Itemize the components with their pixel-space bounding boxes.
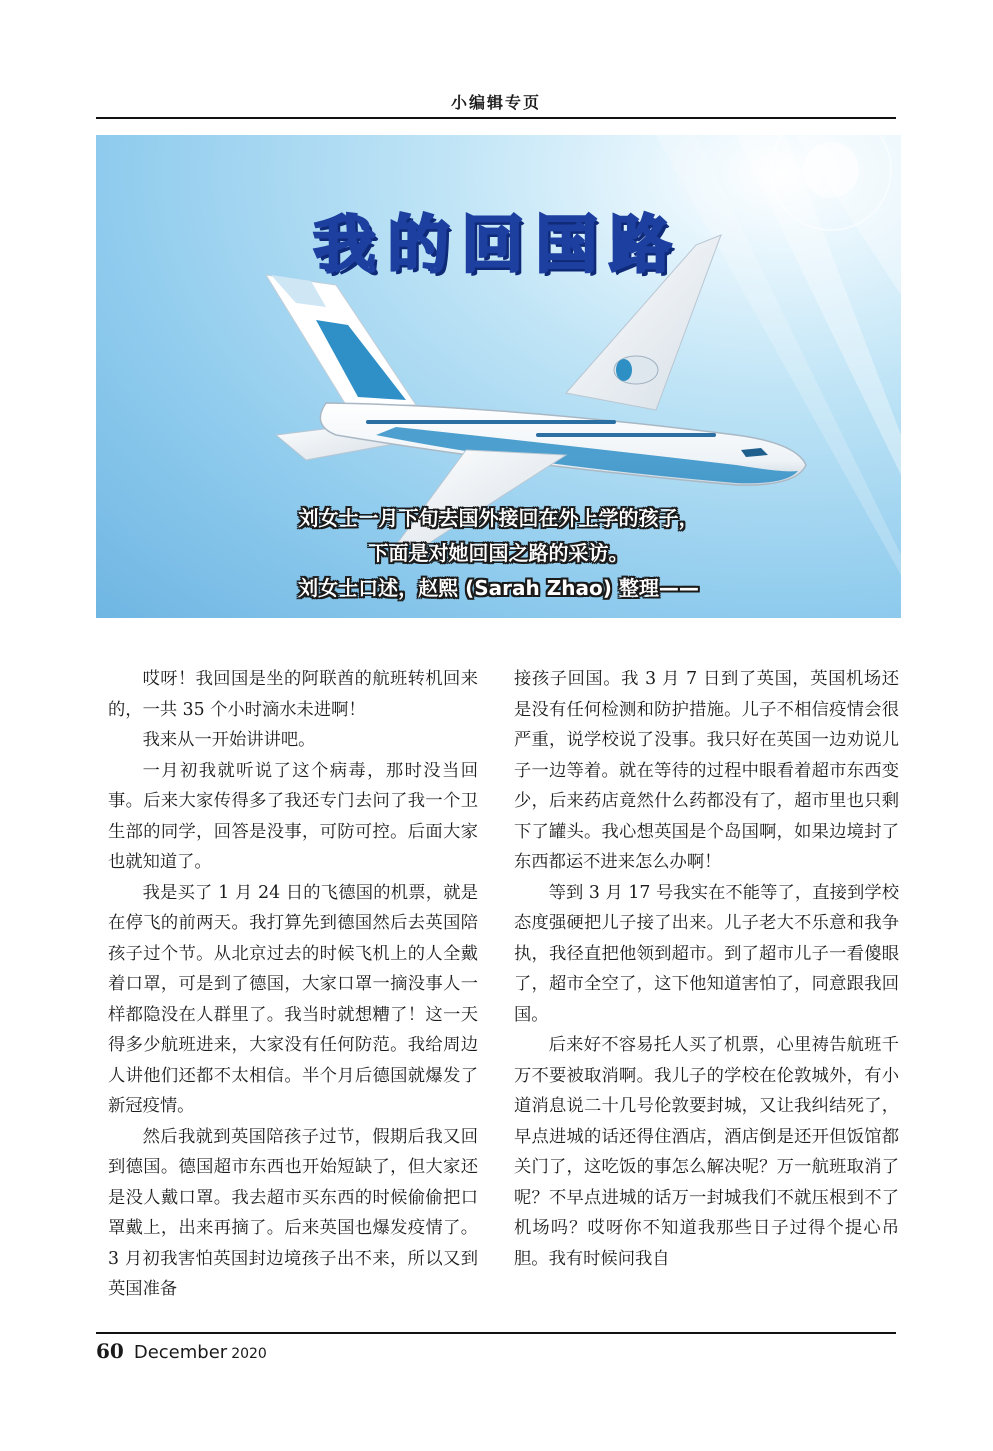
article-left-column <box>108 664 478 1305</box>
paragraph: 然后我就到英国陪孩子过节，假期后我又回到德国。德国超市东西也开始短缺了，但大家还是没人戴口罩。我去超市买东西的时候偷偷把口罩戴上，出来再摘了。后来英国也爆发疫情了。3 月初我害怕英国封边境孩子出不来，所以又到英国准备 <box>108 1126 478 1299</box>
paragraph: 我来从一开始讲讲吧。 <box>142 730 316 750</box>
paragraph: 哎呀！我回国是坐的阿联酋的航班转机回来的，一共 35 个小时滴水未进啊！ <box>108 669 478 720</box>
page-number: 60 <box>96 1339 124 1363</box>
page-footer <box>96 1336 267 1366</box>
banner-illustration <box>96 135 901 618</box>
paragraph: 等到 3 月 17 号我实在不能等了，直接到学校态度强硬把儿子接了出来。儿子老大不乐意和我争执，我径直把他领到超市。到了超市儿子一看傻眼了，超市全空了，这下他知道害怕了，同意跟我回国。 <box>514 882 899 1025</box>
subtitle-line: 刘女士一月下旬去国外接回在外上学的孩子， <box>298 506 699 530</box>
paragraph: 我是买了 1 月 24 日的飞德国的机票，就是在停飞的前两天。我打算先到德国然后去英国陪孩子过个节。从北京过去的时候飞机上的人全戴着口罩，可是到了德国，大家口罩一摘没事人一样都隐没在人群里了。我当时就想糟了！这一天得多少航班进来，大家没有任何防范。我给周边人讲他们还都不太相信。半个月后德国就爆发了新冠疫情。 <box>108 882 478 1116</box>
article-right-column <box>514 664 899 1274</box>
subtitle-line: 刘女士口述，赵熙 (Sarah Zhao) 整理—— <box>298 576 699 600</box>
section-header: 小编辑专页 <box>450 93 541 112</box>
issue-year: 2020 <box>231 1346 267 1362</box>
issue-month: December <box>133 1342 228 1363</box>
paragraph: 后来好不容易托人买了机票，心里祷告航班千万不要被取消啊。我儿子的学校在伦敦城外，有小道消息说二十几号伦敦要封城，又让我纠结死了，早点进城的话还得住酒店，酒店倒是还开但饭馆都关门了，这吃饭的事怎么解决呢？万一航班取消了呢？不早点进城的话万一封城我们不就压根到不了机场吗？哎呀你不知道我那些日子过得个提心吊胆。我有时候问我自 <box>514 1035 899 1269</box>
footer-divider <box>96 1332 896 1334</box>
banner-title: 我的回国路 <box>313 208 684 281</box>
paragraph: 一月初我就听说了这个病毒，那时没当回事。后来大家传得多了我还专门去问了我一个卫生部的同学，回答是没事，可防可控。后面大家也就知道了。 <box>108 760 478 872</box>
banner-subtitle <box>96 501 901 606</box>
subtitle-line: 下面是对她回国之路的采访。 <box>368 541 629 565</box>
header-divider <box>96 117 896 119</box>
paragraph-continuation: 接孩子回国。我 3 月 7 日到了英国，英国机场还是没有任何检测和防护措施。儿子不相信疫情会很严重，说学校说了没事。我只好在英国一边劝说儿子一边等着。就在等待的过程中眼看着超市东西变少，后来药店竟然什么药都没有了，超市里也只剩下了罐头。我心想英国是个岛国啊，如果边境封了东西都运不进来怎么办啊！ <box>514 669 899 872</box>
